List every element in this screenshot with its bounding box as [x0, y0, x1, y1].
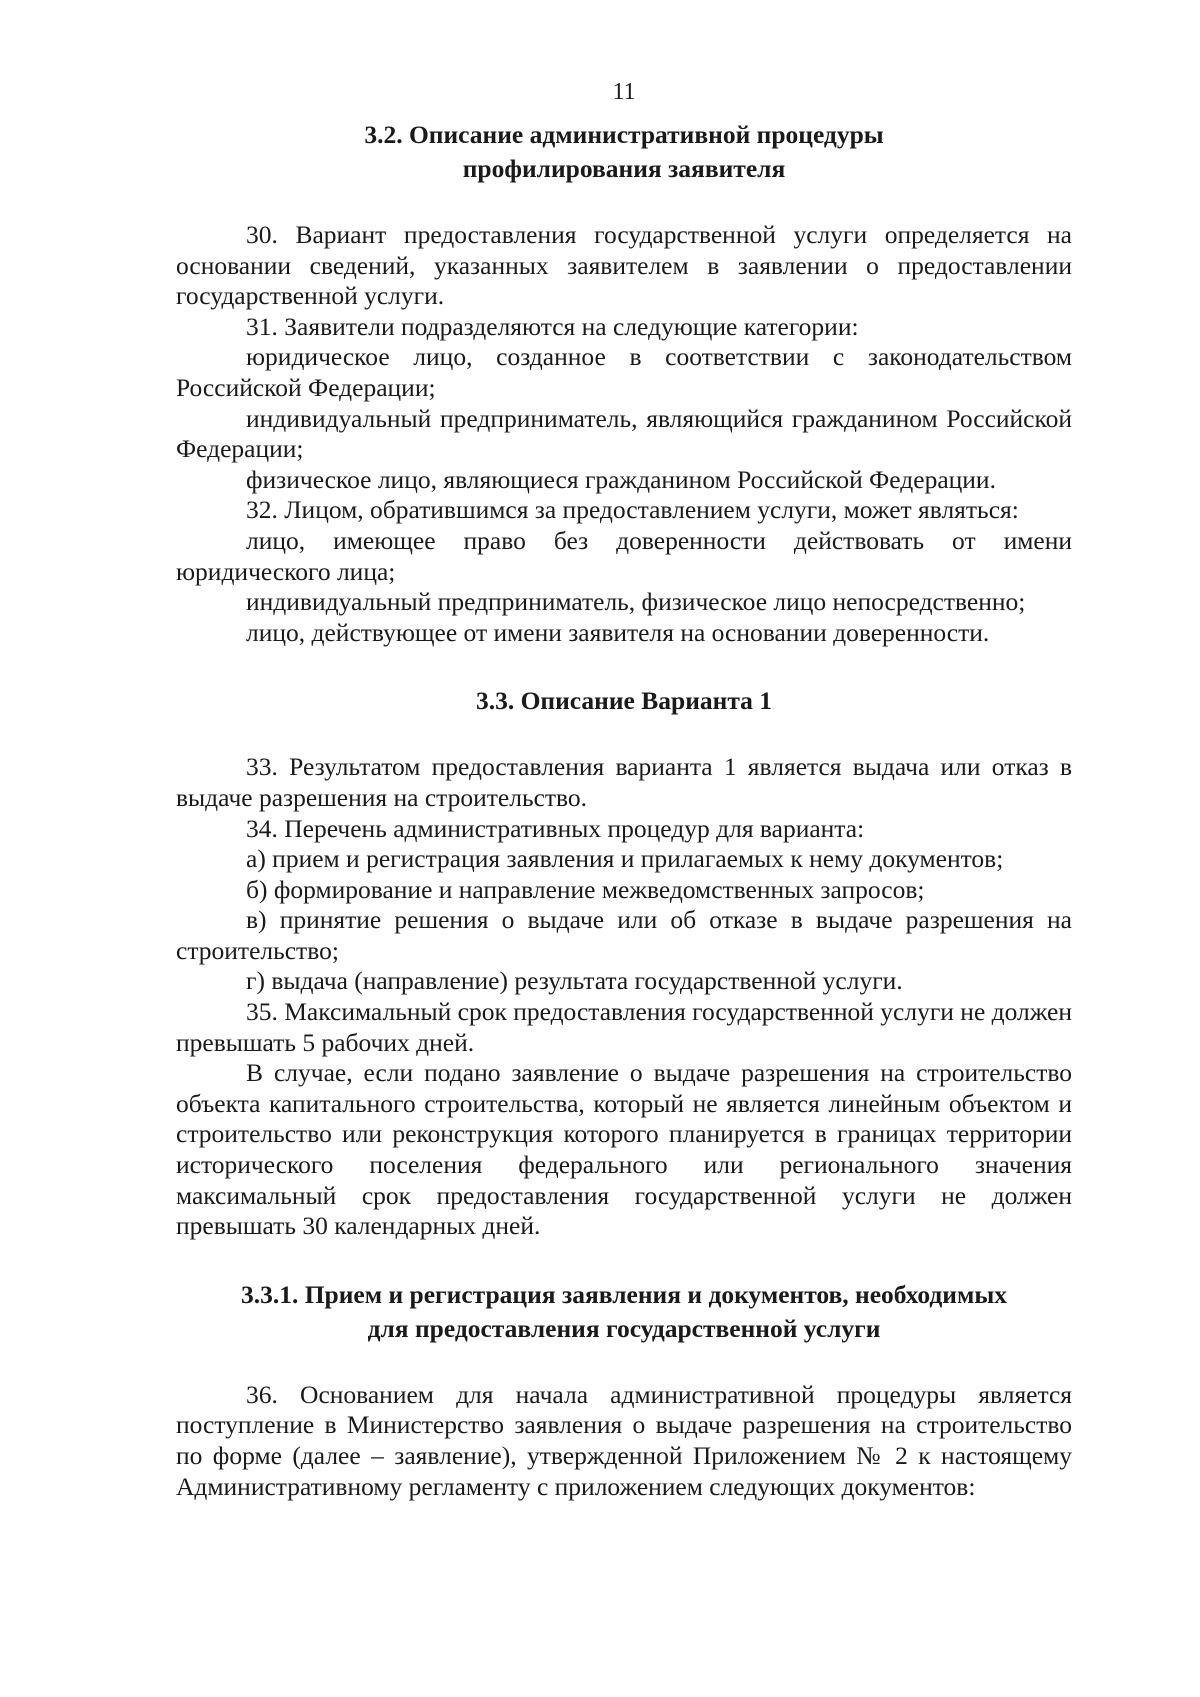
paragraph-31: 31. Заявители подразделяются на следующие категории: [246, 311, 859, 341]
section-3-2-title-line1: 3.2. Описание административной процедуры [364, 120, 884, 149]
section-3-3-1-title-line1: 3.3.1. Прием и регистрация заявления и документов, необходимых [240, 1279, 1008, 1309]
section-3-2-title-line2: профилирования заявителя [462, 154, 786, 183]
page-number: 11 [612, 79, 636, 105]
category-individual: физическое лицо, являющиеся гражданином Российской Федерации. [246, 464, 996, 494]
paragraph-34: 34. Перечень административных процедур для варианта: [246, 813, 865, 843]
paragraph-36: 36. Основанием для начала административной процедуры является поступление в Министерство заявления о выдаче разрешения на строительство по форме (далее – заявление), утвержденной Приложением № 2 к настоящему Административному регламенту с приложением следующих документов: [176, 1379, 1072, 1501]
applicant-type-legal-rep: лицо, имеющее право без доверенности действовать от имени юридического лица; [176, 525, 1072, 586]
paragraph-32: 32. Лицом, обратившимся за предоставлением услуги, может являться: [246, 495, 1019, 525]
applicant-type-direct: индивидуальный предприниматель, физическое лицо непосредственно; [246, 587, 1026, 617]
paragraph-33: 33. Результатом предоставления варианта 1 является выдача или отказ в выдаче разрешения на строительство. [176, 752, 1072, 812]
spacer [176, 1346, 1072, 1380]
procedure-item-b: б) формирование и направление межведомственных запросов; [246, 874, 925, 904]
section-3-2-heading [176, 118, 1072, 186]
section-3-3-1-title-line2: для предоставления государственной услуги [367, 1313, 881, 1343]
procedure-item-a: а) прием и регистрация заявления и прилагаемых к нему документов; [246, 844, 1004, 874]
category-legal-entity: юридическое лицо, созданное в соответствии с законодательством Российской Федерации; [176, 342, 1072, 402]
procedure-item-v: в) принятие решения о выдаче или об отказе в выдаче разрешения на строительство; [176, 905, 1072, 965]
paragraph-35: 35. Максимальный срок предоставления государственной услуги не должен превышать 5 рабочих дней. [176, 997, 1073, 1057]
section-3-2-body [176, 220, 1072, 648]
section-3-3-1-heading [176, 1278, 1072, 1346]
section-3-3-title: 3.3. Описание Варианта 1 [475, 686, 773, 716]
section-3-3-body [176, 752, 1072, 1242]
paragraph-30: 30. Вариант предоставления государственной услуги определяется на основании сведений, указанных заявителем в заявлении о предоставлении государственной услуги. [176, 220, 1072, 311]
spacer [176, 648, 1072, 684]
applicant-type-proxy: лицо, действующее от имени заявителя на основании доверенности. [246, 617, 990, 647]
category-entrepreneur: индивидуальный предприниматель, являющийся гражданином Российской Федерации; [176, 403, 1072, 464]
paragraph-35-exception: В случае, если подано заявление о выдаче разрешения на строительство объекта капитального строительства, который не является линейным объектом и строительство или реконструкция которого планируется в границах территории исторического поселения федерального или регионального значения максимальный срок предоставления государственной услуги не должен превышать 30 календарных дней. [176, 1058, 1072, 1241]
spacer [176, 1242, 1072, 1278]
section-3-3-heading [176, 684, 1072, 718]
spacer [176, 718, 1072, 752]
spacer [176, 186, 1072, 220]
section-3-3-1-body [176, 1380, 1072, 1502]
procedure-item-g: г) выдача (направление) результата государственной услуги. [246, 966, 903, 996]
